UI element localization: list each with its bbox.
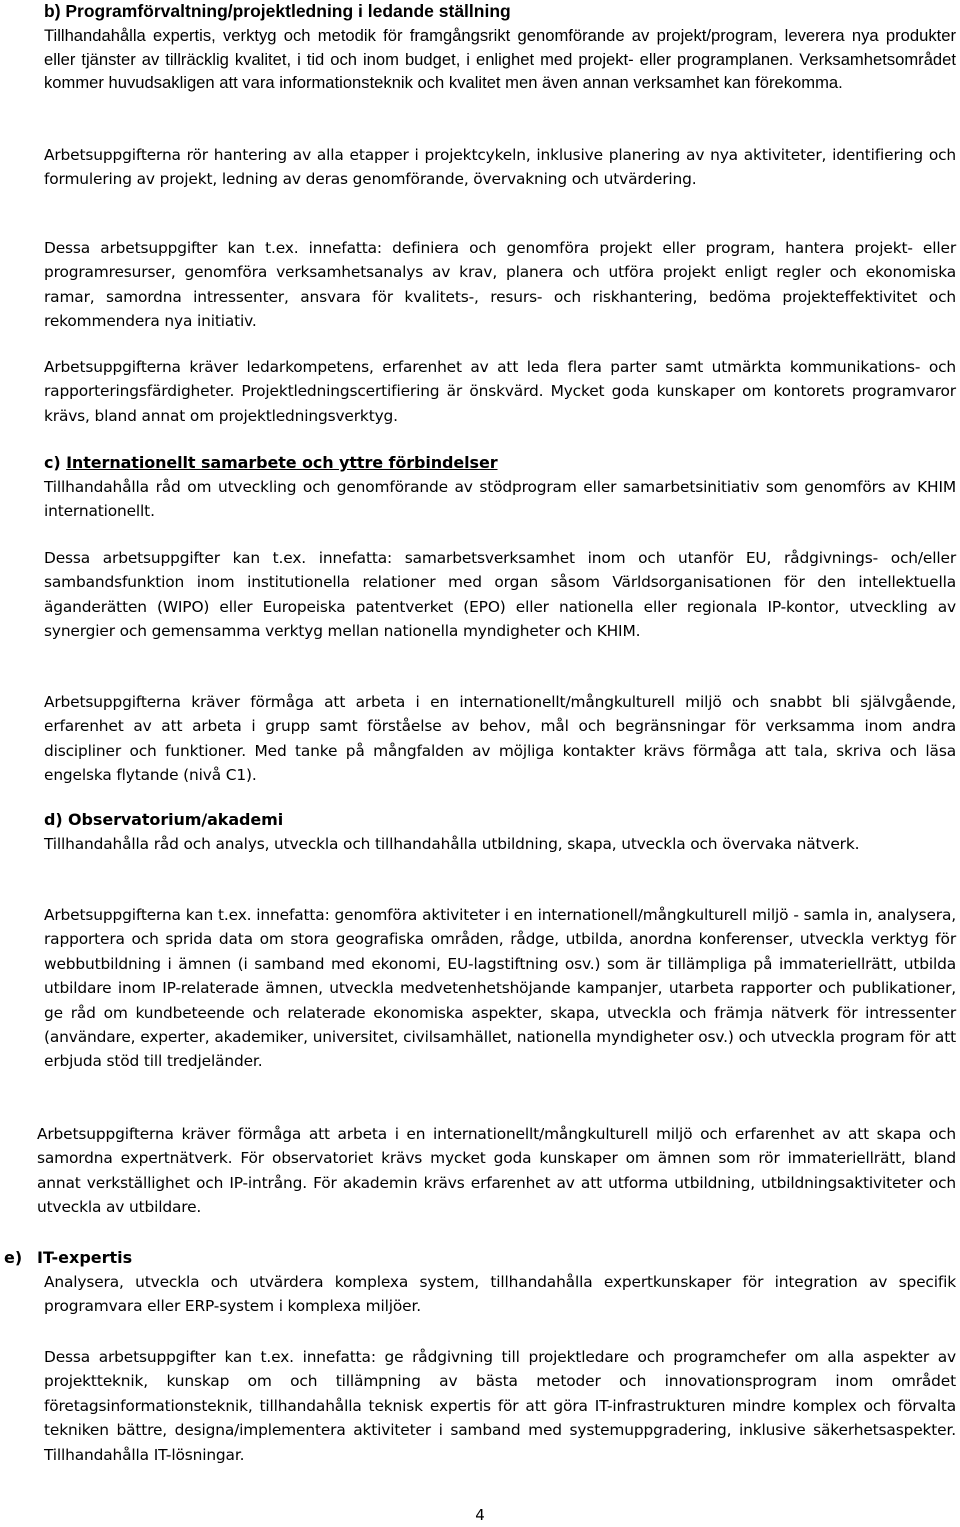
section-d-paragraph-2: Arbetsuppgifterna kräver förmåga att arbeta i en internationellt/mångkulturell miljö och erfarenhet av att skapa och samordna expertnätverk. För observatoriet krävs mycket goda kunskaper om ämnen som rör immateriellrätt, bland annat verkställighet och IP-intrång. För akademin krävs erfarenhet av att utforma utbildning, utbildningsaktiviteter och utveckla av utbildare.: [37, 1125, 956, 1217]
section-b-intro: Tillhandahålla expertis, verktyg och metodik för framgångsrikt genomförande av projekt/program, leverera nya produkter eller tjänster av tillräcklig kvalitet, i tid och inom budget, i enlighet med projekt- eller programplanen. Verksamhetsområdet kommer huvudsakligen att vara informationsteknik och kvalitet men även annan verksamhet kan förekomma.: [44, 26, 956, 92]
section-e-letter: e): [4, 1248, 23, 1267]
section-d-intro: Tillhandahålla råd och analys, utveckla och tillhandahålla utbildning, skapa, utveckla och övervaka nätverk.: [44, 835, 860, 853]
section-e-intro: Analysera, utveckla och utvärdera komplexa system, tillhandahålla expertkunskaper för integration av specifik programvara eller ERP-system i komplexa miljöer.: [44, 1273, 956, 1316]
section-b-paragraph-1: Arbetsuppgifterna rör hantering av alla etapper i projektcykeln, inklusive planering av nya aktiviteter, identifiering och formulering av projekt, ledning av deras genomförande, övervakning och utvärdering.: [44, 146, 956, 189]
section-d-heading: d) Observatorium/akademi: [44, 810, 284, 829]
section-e-heading: [4, 1246, 904, 1270]
section-c-paragraph-2: Arbetsuppgifterna kräver förmåga att arbeta i en internationellt/mångkulturell miljö och snabbt bli självgående, erfarenhet av att arbeta i grupp samt förståelse av behov, mål och begränsningar för verksamma inom andra discipliner och funktioner. Med tanke på mångfalden av möjliga kontakter krävs förmåga att tala, skriva och läsa engelska flytande (nivå C1).: [44, 693, 956, 785]
section-c-heading: [44, 451, 944, 475]
section-e-paragraph-1: Dessa arbetsuppgifter kan t.ex. innefatta: ge rådgivning till projektledare och programchefer om alla aspekter av projektteknik, kunskap om och tillämpning av bästa metoder och innovationsprogram inom området företagsinformationsteknik, tillhandahålla teknisk expertis för att göra IT-infrastrukturen mindre komplex och förvalta tekniken bättre, designa/implementera aktiviteter i samband med systemuppgradering, inklusive säkerhetsaspekter. Tillhandahålla IT-lösningar.: [44, 1348, 956, 1464]
section-b-paragraph-3: Arbetsuppgifterna kräver ledarkompetens, erfarenhet av att leda flera parter samt utmärkta kommunikations- och rapporteringsfärdigheter. Projektledningscertifiering är önskvärd. Mycket goda kunskaper om kontorets programvaror krävs, bland annat om projektledningsverktyg.: [44, 358, 956, 425]
section-c-intro: Tillhandahålla råd om utveckling och genomförande av stödprogram eller samarbetsinitiativ som genomförs av KHIM internationellt.: [44, 478, 956, 521]
section-b-heading: b) Programförvaltning/projektledning i ledande ställning: [44, 1, 511, 21]
section-c-paragraph-1: Dessa arbetsuppgifter kan t.ex. innefatta: samarbetsverksamhet inom och utanför EU, rådgivnings- och/eller sambandsfunktion inom institutionella relationer med organ såsom Världsorganisationen för den intellektuella äganderätten (WIPO) eller Europeiska patentverket (EPO) eller nationella eller regionala IP-kontor, utveckling av synergier och gemensamma verktyg mellan nationella myndigheter och KHIM.: [44, 549, 956, 641]
section-c-prefix: c): [44, 453, 67, 472]
section-c-title: Internationellt samarbete och yttre förbindelser: [66, 453, 498, 472]
page-number: 4: [475, 1506, 485, 1524]
section-e-title: IT-expertis: [37, 1248, 133, 1267]
section-b-paragraph-2: Dessa arbetsuppgifter kan t.ex. innefatta: definiera och genomföra projekt eller program, hantera projekt- eller programresurser, genomföra verksamhetsanalys av krav, planera och utföra projekt enligt regler och ekonomiska ramar, samordna intressenter, ansvara för kvalitets-, resurs- och riskhantering, bedöma projekteffektivitet och rekommendera nya initiativ.: [44, 239, 956, 331]
section-d-paragraph-1: Arbetsuppgifterna kan t.ex. innefatta: genomföra aktiviteter i en internationell/mångkulturell miljö - samla in, analysera, rapportera och sprida data om stora geografiska områden, rådge, utbilda, anordna konferenser, utveckla verktyg för webbutbildning i ämnen (i samband med ekonomi, EU-lagstiftning osv.) som är tillämpliga på immateriellrätt, utbilda utbildare inom IP-relaterade ämnen, utveckla medvetenhetshöjande kampanjer, utarbeta rapporter och publikationer, ge råd om kundbeteende och relaterade ekonomiska aspekter, skapa, utveckla och främja nätverk för intressenter (användare, experter, akademiker, universitet, civilsamhället, nationella myndigheter osv.) och utveckla program för att erbjuda stöd till tredjeländer.: [44, 906, 956, 1071]
